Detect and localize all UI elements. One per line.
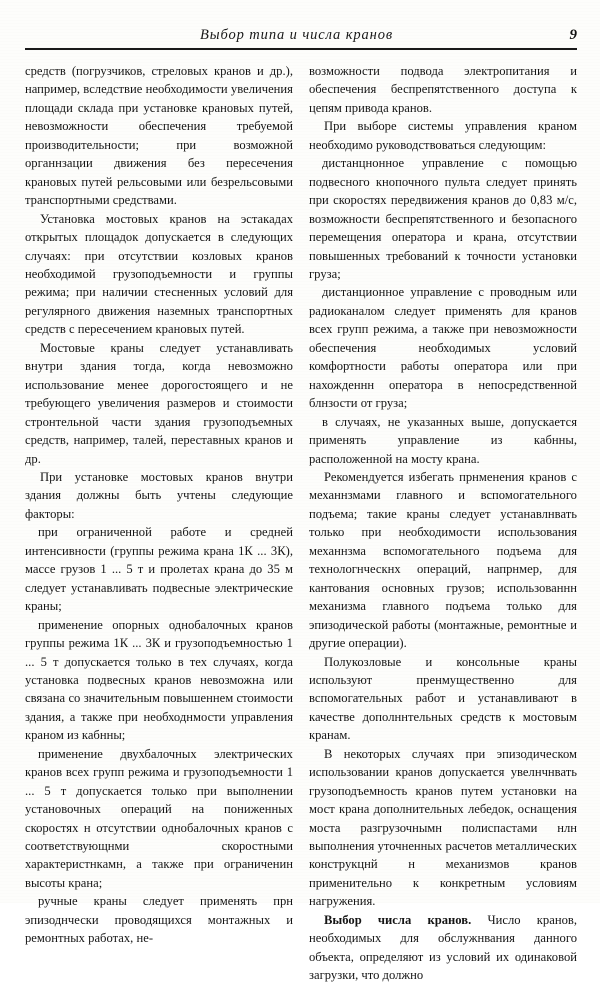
text-columns: [25, 62, 577, 983]
paragraph: Рекомендуется избегать прнменения кранов с механнзмами главного и вспомогательного подъема; такие краны следует устанавлнвать только при необходимости использования механнзма вспомогательного подъема для технологнческнх операций, напрнмер, для кантования основных грузов; использованнн механизма главного подъема только для эпизодической работы (монтажные, ремонтные и другие операции).: [309, 469, 577, 651]
paragraph: При выборе системы управления краном необходимо руководствоваться следующим:: [309, 119, 577, 152]
run-in-body: Число кранов, необходимых для обслужнвания данного объекта, определяют из условий их одинаковой загрузки, что должно: [309, 912, 577, 983]
paragraph: в случаях, не указанных выше, допускается применять управление из кабнны, расположенной на мосту крана.: [309, 414, 577, 466]
paragraph: ручные краны следует применять прн эпизоднчески проводящихся монтажных и ремонтных работах, не-: [25, 894, 293, 946]
paragraph: При установке мостовых кранов внутри здания должны быть учтены следующие факторы:: [25, 469, 293, 521]
right-column: [309, 62, 577, 983]
paragraph-with-run-in-heading: [309, 911, 577, 985]
left-column: [25, 62, 293, 946]
page-number: 9: [569, 27, 577, 43]
paragraph: возможности подвода электропитания и обеспечения беспрепятственного доступа к цепям привода кранов.: [309, 64, 577, 115]
paragraph: дистанцнонное управление с помощью подвесного кнопочного пульта следует принять при скоростях передвижения кранов до 0,83 м/с, возможности беспрепятственного и безопасного перемещения оператора и крана, отсутствии повышенных требований к точности установки груза;: [309, 156, 577, 281]
paragraph: Полукозловые и консольные краны используют пренмущественно для вспомогательных работ и устанавливают в качестве дополннтельных средств к мостовым кранам.: [309, 654, 577, 743]
run-in-heading: Выбор числа кранов.: [324, 912, 472, 927]
running-head: [25, 22, 577, 44]
paragraph: Мостовые краны следует устанавливать внутри здания тогда, когда невозможно использование менее дорогостоящего и не требующего увеличения размеров и стоимости стронтельной части здания грузоподъемных средств, например, талей, переставных кранов и др.: [25, 340, 293, 466]
paragraph: средств (погрузчиков, стреловых кранов и др.), например, вследствие необходимости увеличения площади склада при установке крановых путей, невозможности обеспечения требуемой производительности; при возможной органнзации движения без пересечения крановых путей рельсовыми или безрельсовыми транспортными средствами.: [25, 64, 293, 208]
paragraph: применение двухбалочных электрических кранов всех групп режима и грузоподъемности 1 ... 5 т допускается только при выполнении установочных операций на пониженных скоростях н отсутствии однобалочных кранов с соответствующнми скоростными характеристнкамн, а также при ограниченин высоты крана;: [25, 746, 293, 890]
paragraph: В некоторых случаях при эпизодическом использовании кранов допускается увелнчнвать грузоподъемность кранов путем установки на мост крана дополнительных лебедок, оснащения моста разгрузочнымн полиспастами нлн выполнения уточненных расчетов металлических конструкцнй н механизмов кранов применительно к конкретным условиям нагружения.: [309, 746, 577, 909]
paragraph: при ограниченной работе и средней интенсивности (группы режима крана 1К ... 3К), массе грузов 1 ... 5 т и пролетах крана до 35 м следует устанавливать подвесные электрические краны;: [25, 525, 293, 614]
header-rule: [25, 48, 577, 50]
running-head-title: Выбор типа и числа кранов: [200, 27, 394, 43]
paragraph: дистанционное управление с проводным или радиоканалом следует применять для кранов всех групп режима, а также при невозможности обеспечения необходимых условий комфортности работы оператора или при нахожденнн оператора в непосредственной блнзости от груза;: [309, 285, 577, 411]
paragraph: Установка мостовых кранов на эстакадах открытых площадок допускается в следующих случаях: при отсутствии козловых кранов необходимой грузоподъемности и группы режима; при наличии стесненных условий для регулярного движения наземных транспортных средств с пересечением крановых путей.: [25, 211, 293, 337]
paragraph: применение опорных однобалочных кранов группы режима 1К ... 3К и грузоподъемностью 1 ... 5 т допускается только в тех случаях, когда установка подвесных кранов невозможна или связана со значительным повышеннем стоимости здания, а также при необходнмости управления краном из кабнны;: [25, 617, 293, 743]
